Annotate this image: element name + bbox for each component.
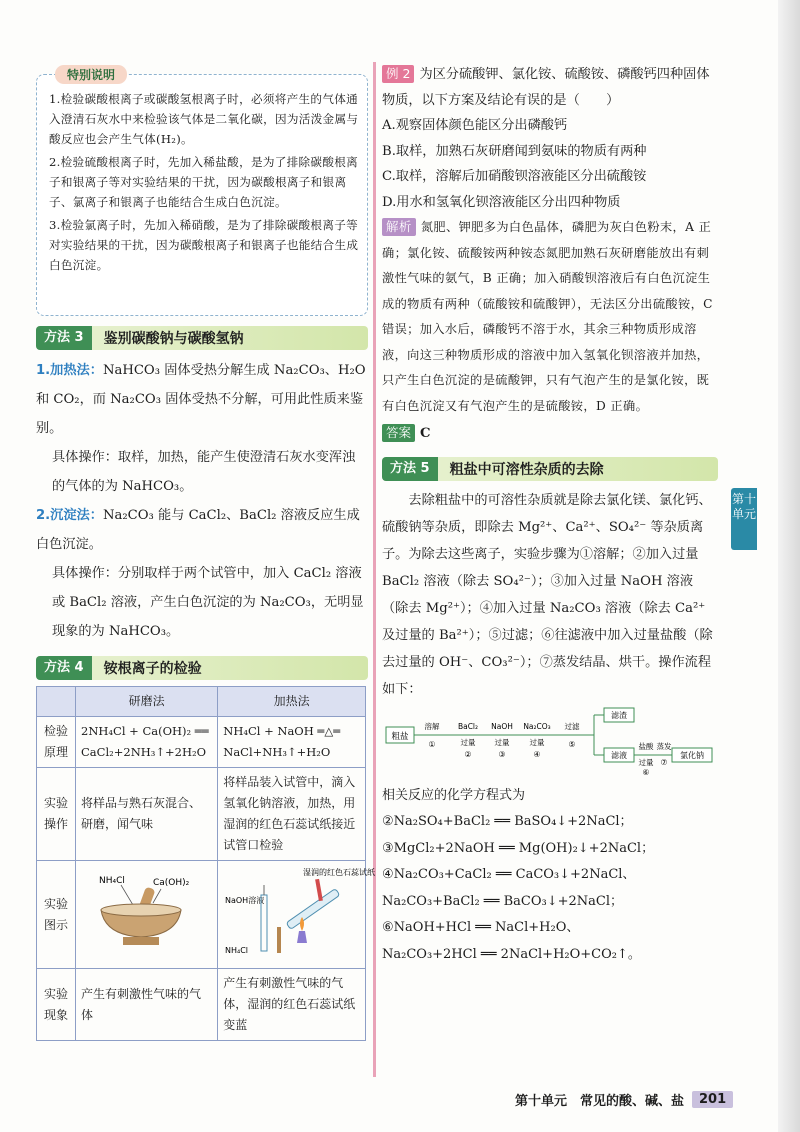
method-5-title: 粗盐中可溶性杂质的去除 [449, 461, 604, 478]
method-5-badge: 方法 5 [382, 457, 438, 481]
method-4-badge: 方法 4 [36, 656, 92, 680]
flow-s3-top: NaOH [491, 721, 513, 731]
method-4-title: 铵根离子的检验 [103, 661, 202, 677]
method-5-text: 去除粗盐中的可溶性杂质就是除去氯化镁、氯化钙、硫酸钠等杂质，即除去 Mg²⁺、Ca²⁺、SO₄²⁻ 等杂质离子。为除去这些离子，实验步骤为①溶解；②加入过量 BaCl₂ 溶液（除去 SO₄²⁻）；③加入过量 NaOH 溶液（除去 Mg²⁺）；④加入过量 Na₂CO₃ 溶液（除去 Ca²⁺及过量的 Ba²⁺）；⑤过滤；⑥往滤液中加入过量盐酸（除去过量的 OH⁻、CO₃²⁻）；⑦蒸发结晶、烘干。操作流程如下： [382, 492, 713, 697]
heating-illustration [218, 861, 376, 969]
heating-operation: 具体操作：取样，加热，能产生使澄清石灰水变浑浊的气体的为 NaHCO₃。 [52, 450, 356, 494]
note-item-3: 3.检验氯离子时，先加入稀硝酸，是为了排除碳酸根离子等对实验结果的干扰，因为碳酸根离子和银离子也能结合生成白色沉淀。 [49, 218, 359, 272]
method-3-header [36, 326, 368, 350]
option-b: B.取样，加熟石灰研磨闻到氨味的物质有两种 [382, 143, 647, 159]
flow-s4-top: Na₂CO₃ [523, 721, 551, 731]
grind-operation: 将样品与熟石灰混合、研磨，闻气味 [76, 768, 218, 861]
equation-2: ②Na₂SO₄+BaCl₂ ══ BaSO₄↓+2NaCl； [382, 814, 633, 829]
method-5-header [382, 457, 718, 481]
table-row [37, 969, 366, 1041]
unit-side-tab: 第十单元 [731, 488, 757, 550]
flow-s5-top: 过滤 [564, 721, 580, 731]
left-column [36, 62, 376, 1041]
analysis-text: 氮肥、钾肥多为白色晶体，磷肥为灰白色粉末，A 正确；氯化铵、硫酸铵两种铵态氮肥加熟石灰研磨能放出有刺激性气味的氨气，B 正确；加入硝酸钡溶液后有白色沉淀生成的物质有两种（硫酸铵和硫酸钾），无法区分出硫酸铵，C 错误；加入水后，磷酸钙不溶于水，其余三种物质形成溶液，向这三种物质形成的溶液中加入氢氧化钡溶液并加热，只产生白色沉淀的是硫酸钾，只有气泡产生的是氯化铵，既有白色沉淀又有气泡产生的是硫酸铵，D 正确。 [382, 220, 713, 413]
row-label: 检验原理 [37, 717, 76, 768]
equation-6b: Na₂CO₃+2HCl ══ 2NaCl+H₂O+CO₂↑。 [382, 946, 641, 962]
flow-s1-top: 溶解 [424, 721, 440, 731]
table-row [37, 861, 366, 969]
precipitation-method-heading: 2.沉淀法： [36, 508, 103, 523]
table-corner [37, 687, 76, 717]
flow-s7-bot: ⑦ [660, 757, 668, 767]
column-divider [373, 62, 376, 1077]
method-3-title: 鉴别碳酸钠与碳酸氢钠 [103, 331, 244, 347]
flow-s6-mid: 过量 [638, 757, 654, 767]
row-label: 实验操作 [37, 768, 76, 861]
flow-s7-top: 蒸发 [656, 741, 672, 751]
flow-s2-bot: ② [464, 749, 472, 759]
example-2-tag: 例 2 [382, 65, 414, 83]
note-item-2: 2.检验硫酸根离子时，先加入稀盐酸，是为了排除碳酸根离子和银离子等对实验结果的干扰，因为碳酸根离子和银离子、氯离子和银离子也能结合生成白色沉淀。 [49, 155, 359, 209]
heating-method-heading: 1.加热法： [36, 363, 103, 378]
option-c: C.取样，溶解后加硝酸钡溶液能区分出硫酸铵 [382, 169, 647, 184]
label-naoh: NaOH溶液 [225, 896, 265, 905]
equation-4a: ④Na₂CO₃+CaCl₂ ══ CaCO₃↓+2NaCl、 [382, 867, 636, 882]
row-label: 实验图示 [37, 861, 76, 969]
grind-phenomenon: 产生有刺激性气味的气体 [76, 969, 218, 1041]
flow-s6-top: 盐酸 [638, 741, 654, 751]
flow-s3-mid: 过量 [494, 737, 510, 747]
option-d: D.用水和氢氧化钡溶液能区分出四种物质 [382, 194, 621, 210]
precipitation-operation: 具体操作：分别取样于两个试管中，加入 CaCl₂ 溶液或 BaCl₂ 溶液，产生白色沉淀的为 Na₂CO₃，无明显现象的为 NaHCO₃。 [52, 566, 364, 639]
table-row [37, 768, 366, 861]
flow-s2-mid: 过量 [460, 737, 476, 747]
salt-purification-flowchart [382, 707, 718, 777]
option-a: A.观察固体颜色能区分出磷酸钙 [382, 118, 568, 133]
equation-6a: ⑥NaOH+HCl ══ NaCl+H₂O、 [382, 920, 580, 935]
example-2-question: 为区分硫酸钾、氯化铵、硫酸铵、磷酸钙四种固体物质，以下方案及结论有误的是（ ） [382, 67, 710, 108]
label-nh4cl: NH₄Cl [225, 946, 249, 955]
method-4-header [36, 656, 368, 680]
flow-s3-bot: ③ [498, 749, 506, 759]
flow-end: 氯化钠 [680, 750, 704, 760]
label-litmus: 湿润的红色石蕊试纸 [303, 868, 376, 877]
flow-residue: 滤渣 [611, 710, 627, 720]
col-heating: 加热法 [218, 687, 366, 717]
page-footer [515, 1090, 733, 1109]
right-column [382, 62, 718, 968]
analysis-tag: 解析 [382, 218, 416, 236]
flow-filtrate: 滤液 [611, 750, 627, 760]
flow-start: 粗盐 [391, 731, 409, 742]
equations-title: 相关反应的化学方程式为 [382, 787, 526, 803]
grind-eq-line1: 2NH₄Cl + Ca(OH)₂ ══ [81, 724, 209, 738]
grind-eq-line2: CaCl₂+2NH₃↑+2H₂O [81, 745, 207, 759]
mortar-label-nh4cl: NH₄Cl [99, 876, 125, 886]
mortar-label-caoh2: Ca(OH)₂ [153, 878, 190, 888]
page-edge [778, 0, 800, 1132]
flow-s2-top: BaCl₂ [457, 721, 479, 731]
equation-3: ③MgCl₂+2NaOH ══ Mg(OH)₂↓+2NaCl； [382, 840, 655, 856]
page-number: 201 [692, 1091, 733, 1108]
note-item-1: 1.检验碳酸根离子或碳酸氢根离子时，必须将产生的气体通入澄清石灰水中来检验该气体是二氧化碳，因为活泼金属与酸反应也会产生气体(H₂)。 [49, 92, 359, 146]
col-grinding: 研磨法 [76, 687, 218, 717]
heating-method-text: NaHCO₃ 固体受热分解生成 Na₂CO₃、H₂O 和 CO₂，而 Na₂CO₃ 固体受热不分解，可用此性质来鉴别。 [36, 363, 366, 436]
row-label: 实验现象 [37, 969, 76, 1041]
note-tag: 特别说明 [55, 65, 127, 84]
ammonium-test-table [36, 686, 376, 1041]
heat-operation: 将样品装入试管中，滴入氢氧化钠溶液，加热，用湿润的红色石蕊试纸接近试管口检验 [218, 768, 366, 861]
heat-eq-line2: NaCl+NH₃↑+H₂O [223, 745, 331, 759]
answer-value: C [420, 426, 431, 441]
flow-s5-bot: ⑤ [568, 739, 576, 749]
flow-s4-mid: 过量 [529, 737, 545, 747]
heat-eq-line1: NH₄Cl + NaOH ═△═ [223, 724, 341, 738]
table-row [37, 717, 366, 768]
method-3-badge: 方法 3 [36, 326, 92, 350]
equation-4b: Na₂CO₃+BaCl₂ ══ BaCO₃↓+2NaCl； [382, 893, 623, 909]
precipitation-method-text: Na₂CO₃ 能与 CaCl₂、BaCl₂ 溶液反应生成白色沉淀。 [36, 508, 360, 552]
heat-phenomenon: 产生有刺激性气味的气体，湿润的红色石蕊试纸变蓝 [218, 969, 366, 1041]
answer-tag: 答案 [382, 424, 415, 442]
flow-s1-bot: ① [428, 739, 436, 749]
flow-s4-bot: ④ [533, 749, 541, 759]
special-note-box [36, 68, 368, 316]
mortar-illustration [76, 861, 218, 969]
flow-s6-bot: ⑥ [642, 767, 650, 777]
footer-unit-title: 第十单元 常见的酸、碱、盐 [515, 1094, 685, 1109]
